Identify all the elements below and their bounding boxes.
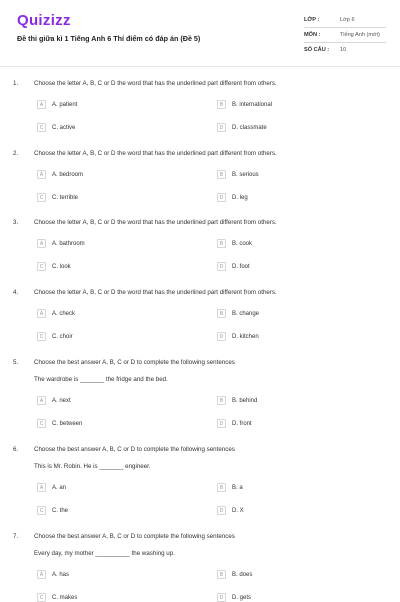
question-number: 3.	[13, 219, 19, 226]
answer-option-a[interactable]	[37, 396, 71, 405]
option-label: C. the	[52, 507, 69, 514]
question-number: 1.	[13, 80, 19, 87]
option-label: A. has	[52, 571, 70, 578]
answer-option-d[interactable]	[217, 506, 244, 515]
option-label: B. cook	[232, 240, 253, 247]
option-letter-box[interactable]: C	[37, 123, 46, 132]
answer-option-b[interactable]	[217, 570, 252, 579]
option-letter-box[interactable]: A	[37, 239, 46, 248]
question-text: Choose the best answer A, B, C or D to complete the following sentences	[34, 359, 235, 366]
option-letter-box[interactable]: B	[217, 309, 226, 318]
answer-option-b[interactable]	[217, 309, 259, 318]
answer-option-d[interactable]	[217, 262, 250, 271]
meta-table	[304, 13, 386, 57]
question-text: Choose the best answer A, B, C or D to complete the following sentences	[34, 446, 235, 453]
option-letter-box[interactable]: C	[37, 262, 46, 271]
answer-option-a[interactable]	[37, 483, 66, 492]
question-sentence: Every day, my mother __________ the washing up.	[34, 550, 175, 557]
quizizz-logo: Quizizz	[17, 12, 71, 29]
option-letter-box[interactable]: C	[37, 193, 46, 202]
meta-key: SỐ CÂU :	[304, 47, 330, 53]
option-label: B. a	[232, 484, 243, 491]
option-label: B. does	[232, 571, 253, 578]
option-letter-box[interactable]: A	[37, 309, 46, 318]
answer-option-b[interactable]	[217, 239, 252, 248]
option-letter-box[interactable]: D	[217, 193, 226, 202]
option-letter-box[interactable]: C	[37, 506, 46, 515]
question-number: 6.	[13, 446, 19, 453]
answer-option-b[interactable]	[217, 396, 257, 405]
question-number: 7.	[13, 533, 19, 540]
option-letter-box[interactable]: B	[217, 396, 226, 405]
option-letter-box[interactable]: D	[217, 593, 226, 602]
option-label: D. front	[232, 420, 252, 427]
option-letter-box[interactable]: D	[217, 332, 226, 341]
answer-option-d[interactable]	[217, 193, 248, 202]
option-label: B. change	[232, 310, 260, 317]
document-title: Đề thi giữa kì 1 Tiếng Anh 6 Thí điểm có đáp án (Đề 5)	[17, 34, 201, 43]
option-letter-box[interactable]: D	[217, 262, 226, 271]
option-label: D. kitchen	[232, 333, 259, 340]
answer-option-a[interactable]	[37, 170, 83, 179]
option-label: C. makes	[52, 594, 78, 601]
option-label: A. next	[52, 397, 71, 404]
option-letter-box[interactable]: B	[217, 100, 226, 109]
question-text: Choose the letter A, B, C or D the word that has the underlined part different from others.	[34, 219, 277, 226]
option-letter-box[interactable]: C	[37, 593, 46, 602]
answer-option-a[interactable]	[37, 239, 85, 248]
option-label: A. an	[52, 484, 67, 491]
question-text: Choose the best answer A, B, C or D to complete the following sentences	[34, 533, 235, 540]
answer-option-d[interactable]	[217, 332, 259, 341]
answer-option-b[interactable]	[217, 483, 243, 492]
answer-option-c[interactable]	[37, 593, 77, 602]
option-label: C. between	[52, 420, 83, 427]
option-letter-box[interactable]: A	[37, 570, 46, 579]
header-divider	[0, 66, 400, 67]
option-label: D. gets	[232, 594, 252, 601]
option-letter-box[interactable]: B	[217, 483, 226, 492]
answer-option-c[interactable]	[37, 332, 73, 341]
option-label: C. choir	[52, 333, 73, 340]
option-label: C. active	[52, 124, 76, 131]
question-text: Choose the letter A, B, C or D the word that has the underlined part different from others.	[34, 289, 277, 296]
option-letter-box[interactable]: C	[37, 419, 46, 428]
answer-option-c[interactable]	[37, 193, 78, 202]
option-letter-box[interactable]: A	[37, 170, 46, 179]
option-letter-box[interactable]: A	[37, 483, 46, 492]
question-text: Choose the letter A, B, C or D the word that has the underlined part different from others.	[34, 150, 277, 157]
option-label: C. terrible	[52, 194, 79, 201]
option-label: B. serious	[232, 171, 259, 178]
answer-option-c[interactable]	[37, 419, 82, 428]
question-number: 5.	[13, 359, 19, 366]
answer-option-b[interactable]	[217, 100, 272, 109]
option-letter-box[interactable]: D	[217, 506, 226, 515]
meta-value: 10	[340, 47, 347, 53]
option-label: B. behind	[232, 397, 258, 404]
option-label: D. X	[232, 507, 244, 514]
option-letter-box[interactable]: D	[217, 123, 226, 132]
question-number: 2.	[13, 150, 19, 157]
meta-row-class	[304, 13, 386, 28]
meta-value: Tiếng Anh (mới)	[340, 32, 380, 38]
option-letter-box[interactable]: B	[217, 170, 226, 179]
meta-key: MÔN :	[304, 32, 321, 38]
option-label: D. foot	[232, 263, 250, 270]
question-text: Choose the letter A, B, C or D the word that has the underlined part different from others.	[34, 80, 277, 87]
option-letter-box[interactable]: A	[37, 100, 46, 109]
answer-option-c[interactable]	[37, 262, 71, 271]
option-label: B. international	[232, 101, 273, 108]
option-letter-box[interactable]: A	[37, 396, 46, 405]
answer-option-a[interactable]	[37, 570, 69, 579]
meta-key: LỚP :	[304, 17, 320, 23]
answer-option-c[interactable]	[37, 123, 75, 132]
option-label: A. bedroom	[52, 171, 84, 178]
answer-option-a[interactable]	[37, 100, 77, 109]
answer-option-d[interactable]	[217, 593, 251, 602]
option-label: D. leg	[232, 194, 248, 201]
option-label: A. check	[52, 310, 76, 317]
meta-value: Lớp 6	[340, 17, 355, 23]
option-letter-box[interactable]: B	[217, 570, 226, 579]
answer-option-a[interactable]	[37, 309, 75, 318]
answer-option-c[interactable]	[37, 506, 68, 515]
option-label: A. patient	[52, 101, 78, 108]
answer-option-b[interactable]	[217, 170, 259, 179]
meta-row-count	[304, 43, 386, 57]
option-letter-box[interactable]: D	[217, 419, 226, 428]
option-label: D. classmate	[232, 124, 267, 131]
question-number: 4.	[13, 289, 19, 296]
option-label: C. look	[52, 263, 71, 270]
option-label: A. bathroom	[52, 240, 85, 247]
option-letter-box[interactable]: C	[37, 332, 46, 341]
question-sentence: The wardrobe is _______ the fridge and the bed.	[34, 376, 168, 383]
meta-row-subject	[304, 28, 386, 43]
answer-option-d[interactable]	[217, 123, 267, 132]
answer-option-d[interactable]	[217, 419, 252, 428]
question-sentence: This is Mr. Robin. He is _______ engineer.	[34, 463, 151, 470]
option-letter-box[interactable]: B	[217, 239, 226, 248]
